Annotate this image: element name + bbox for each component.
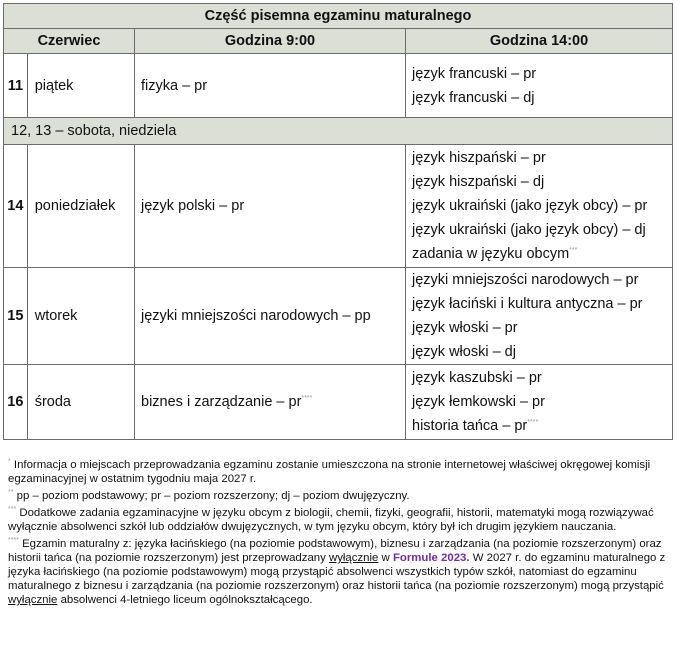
footnote <box>8 489 668 503</box>
exam-item: język ukraiński (jako język obcy) – dj <box>412 222 646 238</box>
weekend-row <box>4 118 673 145</box>
table-row <box>4 268 673 365</box>
exam-item: język kaszubski – pr <box>412 370 542 386</box>
footnote-mark: **** <box>301 395 313 403</box>
weekend-label: 12, 13 – sobota, niedziela <box>4 118 673 145</box>
day-name: poniedziałek <box>27 145 134 268</box>
table-row <box>4 54 673 118</box>
table-title: Część pisemna egzaminu maturalnego <box>4 4 673 29</box>
footnote-text: w <box>381 552 390 564</box>
exam-item-text: zadania w języku obcym <box>412 246 570 262</box>
exam-item: języki mniejszości narodowych – pr <box>412 272 639 288</box>
exam-item: język włoski – pr <box>412 320 518 336</box>
day-name: środa <box>27 365 134 440</box>
table-row <box>4 145 673 268</box>
exam-item-text: historia tańca – pr <box>412 418 528 434</box>
day-name: piątek <box>27 54 134 118</box>
exam-item: język włoski – dj <box>412 344 516 360</box>
exam-item: język francuski – dj <box>412 89 535 106</box>
emphasis-underlined: wyłącznie <box>328 552 379 564</box>
exam-schedule-table <box>3 3 673 440</box>
table-title-row <box>4 4 673 29</box>
footnote-mark: **** <box>527 419 539 427</box>
emphasis-underlined: wyłącznie <box>8 594 58 606</box>
column-header-row <box>4 29 673 54</box>
footnote <box>8 506 668 534</box>
day-name: wtorek <box>27 268 134 365</box>
exam-item: język ukraiński (jako język obcy) – pr <box>412 198 648 214</box>
footnote-text: Egzamin maturalny z: języka łacińskiego (na poziomie podstawowym), biznesu i zarządzania (na poziomie rozszerzonym) oraz historii tańca (na poziomie rozszerzonym) jest przeprowadzany <box>8 538 662 564</box>
footnote-text: absolwenci 4-letniego liceum ogólnokształcącego. <box>60 594 313 606</box>
footnote-mark: *** <box>8 506 17 514</box>
morning-exam <box>135 365 406 440</box>
footnote <box>8 458 668 486</box>
formula-2023-label: Formule 2023. <box>392 552 470 564</box>
footnote-text: Informacja o miejscach przeprowadzania egzaminu zostanie umieszczona na stronie internetowej właściwej okręgowej komisji egzaminacyjnej w ostatnim tygodniu maja 2027 r. <box>8 459 651 485</box>
afternoon-exams <box>406 145 673 268</box>
day-number: 11 <box>4 54 28 118</box>
afternoon-exams <box>406 268 673 365</box>
exam-item: język łaciński i kultura antyczna – pr <box>412 296 643 312</box>
footnote-mark: ** <box>8 489 14 497</box>
afternoon-header: Godzina 14:00 <box>406 29 673 54</box>
morning-header: Godzina 9:00 <box>135 29 406 54</box>
footnotes <box>8 458 668 610</box>
exam-item: język francuski – pr <box>412 65 537 82</box>
exam-item <box>412 414 666 438</box>
exam-item: język hiszpański – pr <box>412 150 546 166</box>
day-number: 16 <box>4 365 28 440</box>
footnote-mark: * <box>8 458 11 466</box>
footnote-mark: *** <box>569 247 578 255</box>
day-number: 14 <box>4 145 28 268</box>
morning-exam: język polski – pr <box>135 145 406 268</box>
exam-item: język łemkowski – pr <box>412 394 545 410</box>
exam-item: język hiszpański – dj <box>412 174 545 190</box>
day-number: 15 <box>4 268 28 365</box>
footnote <box>8 537 668 607</box>
exam-item <box>412 242 666 266</box>
afternoon-exams <box>406 54 673 118</box>
footnote-mark: **** <box>8 537 19 545</box>
afternoon-exams <box>406 365 673 440</box>
footnote-text: Dodatkowe zadania egzaminacyjne w języku obcym z biologii, chemii, fizyki, geografii, historii, matematyki mogą rozwiązywać wyłącznie absolwenci szkół lub oddziałów dwujęzycznych, w tym języku obcym, który był ich drugim językiem nauczania. <box>8 507 654 533</box>
footnote-text: W 2027 r. do egzaminu maturalnego z języka łacińskiego (na poziomie podstawowym) mogą przystąpić absolwenci wszystkich typów szkół, natomiast do egzaminu maturalnego z biznesu i zarządzania (na poziomie rozszerzonym) oraz historii tańca (na poziomie rozszerzonym) mogą przystąpić <box>8 552 666 592</box>
footnote-text: pp – poziom podstawowy; pr – poziom rozszerzony; dj – poziom dwujęzyczny. <box>16 490 410 502</box>
exam-item-text: biznes i zarządzanie – pr <box>141 394 302 410</box>
morning-exam: fizyka – pr <box>135 54 406 118</box>
table-row <box>4 365 673 440</box>
morning-exam: języki mniejszości narodowych – pp <box>135 268 406 365</box>
month-header: Czerwiec <box>4 29 135 54</box>
